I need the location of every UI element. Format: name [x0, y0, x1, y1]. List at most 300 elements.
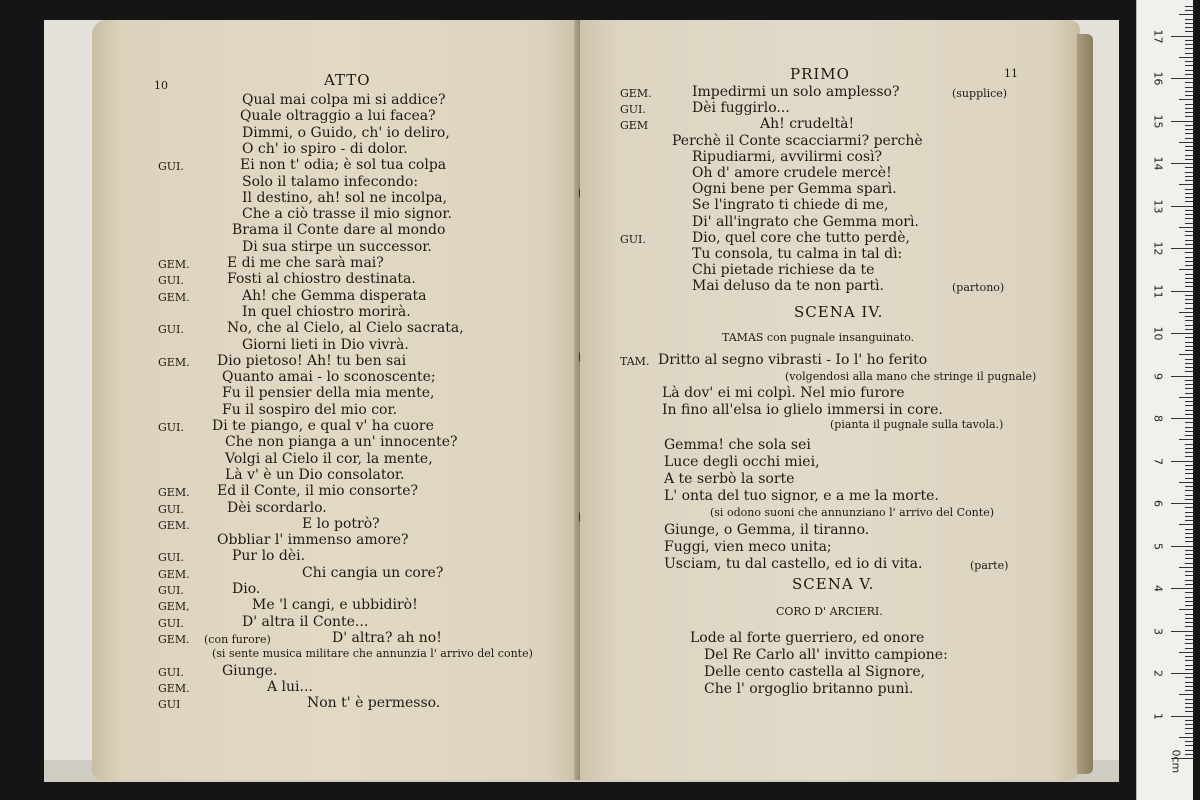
verse-line: Dio. — [232, 581, 261, 597]
verse-line: E di me che sarà mai? — [227, 255, 384, 271]
verse-line: Impedirmi un solo amplesso? — [692, 84, 900, 100]
ruler-number: 13 — [1151, 199, 1165, 213]
ruler-tick — [1185, 724, 1193, 725]
verse-line: Tu consola, tu calma in tal dì: — [692, 246, 903, 262]
ruler-number: 17 — [1151, 29, 1165, 43]
ruler-tick — [1185, 427, 1193, 428]
verse-line: Che non pianga a un' innocente? — [225, 434, 458, 450]
ruler-number: 1 — [1151, 712, 1165, 720]
ruler-tick — [1179, 439, 1193, 440]
ruler-number: 2 — [1151, 670, 1165, 677]
verse-line: In quel chiostro morirà. — [242, 304, 411, 320]
verse-line: Di te piango, e qual v' ha cuore — [212, 418, 434, 434]
ruler-tick — [1171, 206, 1193, 207]
ruler-tick — [1185, 660, 1193, 661]
verse-line: Oh d' amore crudele mercè! — [692, 165, 892, 181]
ruler-tick — [1185, 82, 1193, 83]
ruler-tick — [1171, 121, 1193, 122]
stage-direction: (volgendosi alla mano che stringe il pugnale) — [785, 370, 1037, 383]
ruler-tick — [1185, 53, 1193, 54]
ruler-tick — [1185, 44, 1193, 45]
open-book — [92, 20, 1092, 780]
ruler-tick — [1185, 558, 1193, 559]
ruler-tick — [1185, 10, 1193, 11]
verse-line: Del Re Carlo all' invitto campione: — [704, 647, 948, 663]
verse-line: Quanto amai - lo sconoscente; — [222, 369, 436, 385]
ruler-tick — [1185, 541, 1193, 542]
ruler-tick — [1185, 223, 1193, 224]
ruler-tick — [1185, 65, 1193, 66]
ruler-tick — [1185, 19, 1193, 20]
verse-line: L' onta del tuo signor, e a me la morte. — [664, 488, 939, 504]
ruler-tick — [1185, 622, 1193, 623]
ruler-tick — [1185, 197, 1193, 198]
ruler-tick — [1185, 261, 1193, 262]
verse-line: Dio, quel core che tutto perdè, — [692, 230, 910, 246]
speaker-label: GUI. — [620, 103, 646, 116]
ruler-tick — [1171, 716, 1193, 717]
verse-line: Ogni bene per Gemma sparì. — [692, 181, 897, 197]
ruler-tick — [1185, 210, 1193, 211]
ruler-tick — [1179, 694, 1193, 695]
ruler-tick — [1185, 214, 1193, 215]
verse-line: Giunge, o Gemma, il tiranno. — [664, 522, 870, 538]
ruler-tick — [1185, 138, 1193, 139]
ruler-tick — [1185, 401, 1193, 402]
ruler-tick — [1185, 112, 1193, 113]
ruler-tick — [1185, 601, 1193, 602]
verse-line: No, che al Cielo, al Cielo sacrata, — [227, 320, 464, 336]
ruler-tick — [1185, 320, 1193, 321]
ruler-tick — [1185, 703, 1193, 704]
speaker-label: GEM. — [158, 291, 190, 304]
ruler-tick — [1185, 728, 1193, 729]
verse-line: Luce degli occhi miei, — [664, 454, 820, 470]
stage-aside: (con furore) — [204, 633, 271, 646]
verse-line: Ripudiarmi, avvilirmi così? — [692, 149, 883, 165]
verse-line: Non t' è permesso. — [307, 695, 441, 711]
ruler-tick — [1185, 733, 1193, 734]
verse-line: Me 'l cangi, e ubbidirò! — [252, 597, 418, 613]
ruler-tick — [1185, 371, 1193, 372]
speaker-label: GEM. — [158, 519, 190, 532]
ruler-tick — [1185, 448, 1193, 449]
speaker-label: GEM, — [158, 600, 190, 613]
ruler-tick — [1185, 677, 1193, 678]
ruler-tick — [1185, 295, 1193, 296]
speaker-label: GEM — [620, 119, 649, 132]
verse-line: Usciam, tu dal castello, ed io di vita. — [664, 556, 923, 572]
speaker-label: GEM. — [158, 258, 190, 271]
ruler-tick — [1185, 240, 1193, 241]
ruler-tick — [1185, 537, 1193, 538]
ruler-number: 11 — [1151, 284, 1165, 298]
ruler-tick — [1185, 435, 1193, 436]
ruler-tick — [1185, 104, 1193, 105]
ruler-tick — [1185, 159, 1193, 160]
speaker-label: TAM. — [620, 355, 650, 368]
ruler-tick — [1185, 656, 1193, 657]
ruler-tick — [1185, 176, 1193, 177]
speaker-label: GEM. — [158, 486, 190, 499]
ruler-tick — [1171, 78, 1193, 79]
ruler-tick — [1185, 669, 1193, 670]
ruler-tick — [1185, 643, 1193, 644]
ruler-tick — [1185, 469, 1193, 470]
verse-line: Se l'ingrato ti chiede di me, — [692, 197, 889, 213]
ruler-tick — [1185, 571, 1193, 572]
stage-direction: (si odono suoni che annunziano l' arrivo del Conte) — [710, 506, 994, 519]
ruler-tick — [1185, 23, 1193, 24]
ruler-tick — [1185, 61, 1193, 62]
verse-line: Dritto al segno vibrasti - Io l' ho ferito — [658, 352, 928, 368]
ruler-tick — [1185, 265, 1193, 266]
ruler-tick — [1185, 342, 1193, 343]
ruler-tick — [1185, 626, 1193, 627]
verse-line: Solo il talamo infecondo: — [242, 174, 419, 190]
ruler-tick — [1179, 269, 1193, 270]
ruler-tick — [1185, 516, 1193, 517]
ruler-number: 12 — [1151, 241, 1165, 256]
ruler-tick — [1185, 750, 1193, 751]
ruler-tick — [1185, 384, 1193, 385]
ruler-tick — [1185, 299, 1193, 300]
verse-line: Ei non t' odia; è sol tua colpa — [240, 157, 447, 173]
ruler-tick — [1171, 376, 1193, 377]
verse-line: Gemma! che sola sei — [664, 437, 811, 453]
ruler-tick — [1185, 711, 1193, 712]
left-page — [92, 20, 582, 780]
verse-line: Che l' orgoglio britanno punì. — [704, 681, 914, 697]
ruler-tick — [1185, 410, 1193, 411]
ruler-tick — [1185, 580, 1193, 581]
ruler-tick — [1185, 133, 1193, 134]
ruler-tick — [1179, 567, 1193, 568]
ruler-tick — [1185, 614, 1193, 615]
ruler-tick — [1171, 163, 1193, 164]
ruler-tick — [1185, 316, 1193, 317]
left-page-number: 10 — [154, 79, 168, 92]
ruler-number: 6 — [1151, 500, 1165, 507]
verse-line: Brama il Conte dare al mondo — [232, 222, 446, 238]
ruler-tick — [1185, 31, 1193, 32]
ruler-number: 15 — [1151, 114, 1165, 128]
ruler-number: 14 — [1151, 156, 1165, 171]
verse-line: Volgi al Cielo il cor, la mente, — [225, 451, 433, 467]
verse-line: Là v' è un Dio consolator. — [225, 467, 405, 483]
scene-direction: TAMAS con pugnale insanguinato. — [722, 331, 915, 344]
verse-line: Di' all'ingrato che Gemma morì. — [692, 214, 919, 230]
scene-direction: CORO D' ARCIERI. — [776, 605, 883, 618]
ruler-tick — [1185, 597, 1193, 598]
verse-line: Ah! crudeltà! — [760, 116, 855, 132]
verse-line: Che a ciò trasse il mio signor. — [242, 206, 452, 222]
ruler-number: 7 — [1151, 457, 1165, 465]
ruler-tick — [1185, 618, 1193, 619]
ruler-tick — [1185, 422, 1193, 423]
right-running-head: PRIMO — [790, 65, 850, 83]
ruler-tick — [1185, 452, 1193, 453]
ruler-tick — [1185, 155, 1193, 156]
ruler-tick — [1185, 308, 1193, 309]
ruler-tick — [1185, 125, 1193, 126]
verse-line: Ed il Conte, il mio consorte? — [217, 483, 419, 499]
ruler-tick — [1185, 699, 1193, 700]
ruler-tick — [1185, 605, 1193, 606]
ruler-tick — [1185, 741, 1193, 742]
verse-line: E lo potrò? — [302, 516, 380, 532]
stage-aside: (partono) — [952, 281, 1005, 294]
speaker-label: GEM. — [158, 682, 190, 695]
ruler-tick — [1185, 690, 1193, 691]
verse-line: Fu il pensier della mia mente, — [222, 385, 435, 401]
ruler-tick — [1185, 682, 1193, 683]
ruler-tick — [1185, 235, 1193, 236]
ruler-tick — [1185, 499, 1193, 500]
ruler-tick — [1185, 108, 1193, 109]
speaker-label: GUI. — [158, 551, 184, 564]
ruler-tick — [1185, 707, 1193, 708]
ruler-tick — [1185, 74, 1193, 75]
ruler-tick — [1179, 354, 1193, 355]
ruler-tick — [1171, 461, 1193, 462]
ruler-tick — [1171, 248, 1193, 249]
stage-direction: (pianta il pugnale sulla tavola.) — [830, 418, 1004, 431]
ruler-tick — [1185, 167, 1193, 168]
ruler-tick — [1185, 252, 1193, 253]
verse-line: Chi pietade richiese da te — [692, 262, 875, 278]
ruler-tick — [1185, 6, 1193, 7]
ruler-tick — [1185, 48, 1193, 49]
ruler-tick — [1185, 87, 1193, 88]
ruler-tick — [1171, 333, 1193, 334]
ruler-tick — [1185, 431, 1193, 432]
speaker-label: GEM. — [158, 568, 190, 581]
ruler-tick — [1185, 189, 1193, 190]
ruler-tick — [1179, 737, 1193, 738]
ruler-tick — [1185, 405, 1193, 406]
speaker-label: GUI. — [620, 233, 646, 246]
ruler-tick — [1185, 278, 1193, 279]
ruler-tick — [1185, 686, 1193, 687]
ruler-tick — [1185, 346, 1193, 347]
verse-line: Quale oltraggio a lui facea? — [240, 108, 436, 124]
ruler-tick — [1179, 57, 1193, 58]
speaker-label: GEM. — [620, 87, 652, 100]
scene-heading: SCENA IV. — [794, 303, 884, 321]
page-block-edge — [1077, 34, 1093, 774]
ruler-tick — [1179, 652, 1193, 653]
verse-line: Fuggi, vien meco unita; — [664, 539, 832, 555]
verse-line: Dio pietoso! Ah! tu ben sai — [217, 353, 407, 369]
verse-line: Là dov' ei mi colpì. Nel mio furore — [662, 385, 905, 401]
verse-line: Qual mai colpa mi si addice? — [242, 92, 446, 108]
ruler-tick — [1185, 495, 1193, 496]
ruler-tick — [1185, 359, 1193, 360]
verse-line: Giorni lieti in Dio vivrà. — [242, 337, 409, 353]
measuring-ruler — [1136, 0, 1193, 800]
ruler-tick — [1185, 456, 1193, 457]
ruler-tick — [1185, 584, 1193, 585]
ruler-tick — [1185, 91, 1193, 92]
speaker-label: GUI. — [158, 421, 184, 434]
verse-line: Obbliar l' immenso amore? — [217, 532, 409, 548]
ruler-number: 4 — [1151, 585, 1165, 592]
verse-line: Giunge. — [222, 663, 278, 679]
ruler-tick — [1185, 274, 1193, 275]
verse-line: Dèi fuggirlo... — [692, 100, 790, 116]
verse-line: Delle cento castella al Signore, — [704, 664, 926, 680]
verse-line: O ch' io spiro - di dolor. — [242, 141, 408, 157]
ruler-tick — [1185, 478, 1193, 479]
ruler-tick — [1185, 473, 1193, 474]
ruler-tick — [1185, 218, 1193, 219]
ruler-tick — [1171, 673, 1193, 674]
ruler-tick — [1185, 257, 1193, 258]
stage-aside: (parte) — [970, 559, 1009, 572]
speaker-label: GEM. — [158, 356, 190, 369]
ruler-tick — [1185, 146, 1193, 147]
verse-line: Chi cangia un core? — [302, 565, 444, 581]
ruler-tick — [1185, 172, 1193, 173]
ruler-tick — [1185, 393, 1193, 394]
verse-line: D' altra? ah no! — [332, 630, 442, 646]
verse-line: Ah! che Gemma disperata — [242, 288, 427, 304]
ruler-tick — [1185, 563, 1193, 564]
ruler-tick — [1185, 363, 1193, 364]
ruler-tick — [1179, 142, 1193, 143]
speaker-label: GUI. — [158, 160, 184, 173]
ruler-tick — [1185, 507, 1193, 508]
ruler-tick — [1179, 482, 1193, 483]
ruler-tick — [1185, 231, 1193, 232]
ruler-number: 16 — [1151, 71, 1165, 86]
ruler-tick — [1185, 529, 1193, 530]
ruler-tick — [1185, 27, 1193, 28]
ruler-number: 9 — [1151, 372, 1165, 380]
ruler-tick — [1185, 367, 1193, 368]
ruler-tick — [1185, 180, 1193, 181]
speaker-label: GEM. — [158, 633, 190, 646]
left-running-head: ATTO — [324, 71, 371, 89]
verse-line: Il destino, ah! sol ne incolpa, — [242, 190, 448, 206]
ruler-tick — [1171, 418, 1193, 419]
ruler-tick — [1179, 14, 1193, 15]
verse-line: D' altra il Conte... — [242, 614, 369, 630]
ruler-tick — [1179, 524, 1193, 525]
ruler-tick — [1185, 512, 1193, 513]
ruler-number: 10 — [1151, 326, 1165, 341]
right-page — [580, 20, 1080, 780]
ruler-tick — [1185, 286, 1193, 287]
ruler-tick — [1171, 588, 1193, 589]
verse-line: A lui... — [267, 679, 313, 695]
ruler-tick — [1185, 745, 1193, 746]
ruler-tick — [1185, 635, 1193, 636]
right-page-number: 11 — [1004, 67, 1018, 80]
ruler-tick — [1185, 648, 1193, 649]
ruler-tick — [1185, 665, 1193, 666]
ruler-number: 3 — [1151, 627, 1165, 635]
ruler-tick — [1185, 350, 1193, 351]
ruler-tick — [1179, 184, 1193, 185]
ruler-tick — [1185, 40, 1193, 41]
ruler-tick — [1171, 631, 1193, 632]
ruler-tick — [1185, 95, 1193, 96]
speaker-label: GUI. — [158, 323, 184, 336]
ruler-tick — [1185, 193, 1193, 194]
ruler-number: 5 — [1151, 542, 1165, 550]
ruler-tick — [1179, 99, 1193, 100]
ruler-tick — [1171, 291, 1193, 292]
ruler-tick — [1185, 520, 1193, 521]
ruler-tick — [1185, 754, 1193, 755]
ruler-number: 0cm — [1169, 749, 1183, 774]
ruler-tick — [1185, 465, 1193, 466]
verse-line: Lode al forte guerriero, ed onore — [690, 630, 925, 646]
ruler-tick — [1179, 397, 1193, 398]
ruler-number: 8 — [1151, 415, 1165, 422]
ruler-tick — [1185, 550, 1193, 551]
verse-line: Mai deluso da te non partì. — [692, 278, 885, 294]
ruler-tick — [1185, 388, 1193, 389]
ruler-tick — [1179, 609, 1193, 610]
ruler-tick — [1185, 486, 1193, 487]
verse-line: Pur lo dèi. — [232, 548, 306, 564]
ruler-tick — [1179, 312, 1193, 313]
speaker-label: GUI. — [158, 503, 184, 516]
verse-line: Di sua stirpe un successor. — [242, 239, 432, 255]
ruler-tick — [1171, 36, 1193, 37]
verse-line: Perchè il Conte scacciarmi? perchè — [672, 133, 923, 149]
verse-line: Fu il sospiro del mio cor. — [222, 402, 398, 418]
speaker-label: GUI. — [158, 666, 184, 679]
ruler-tick — [1171, 546, 1193, 547]
ruler-tick — [1171, 503, 1193, 504]
ruler-tick — [1185, 70, 1193, 71]
verse-line: In fino all'elsa io glielo immersi in core. — [662, 402, 943, 418]
ruler-tick — [1185, 325, 1193, 326]
ruler-tick — [1185, 244, 1193, 245]
speaker-label: GUI. — [158, 584, 184, 597]
verse-line: Dimmi, o Guido, ch' io deliro, — [242, 125, 450, 141]
ruler-tick — [1185, 380, 1193, 381]
ruler-tick — [1185, 720, 1193, 721]
scene-heading: SCENA V. — [792, 575, 875, 593]
speaker-label: GUI. — [158, 274, 184, 287]
ruler-tick — [1185, 329, 1193, 330]
ruler-tick — [1185, 337, 1193, 338]
stage-aside: (supplice) — [952, 87, 1008, 100]
speaker-label: GUI. — [158, 617, 184, 630]
ruler-tick — [1185, 554, 1193, 555]
ruler-tick — [1185, 575, 1193, 576]
ruler-tick — [1185, 490, 1193, 491]
verse-line: A te serbò la sorte — [664, 471, 795, 487]
ruler-tick — [1185, 282, 1193, 283]
ruler-tick — [1185, 303, 1193, 304]
ruler-tick — [1185, 533, 1193, 534]
ruler-tick — [1185, 129, 1193, 130]
stage-direction: (si sente musica militare che annunzia l' arrivo del conte) — [212, 647, 533, 660]
ruler-tick — [1185, 201, 1193, 202]
ruler-tick — [1185, 414, 1193, 415]
ruler-tick — [1185, 444, 1193, 445]
verse-line: Fosti al chiostro destinata. — [227, 271, 416, 287]
ruler-tick — [1185, 639, 1193, 640]
ruler-tick — [1185, 150, 1193, 151]
speaker-label: GUI — [158, 698, 181, 711]
